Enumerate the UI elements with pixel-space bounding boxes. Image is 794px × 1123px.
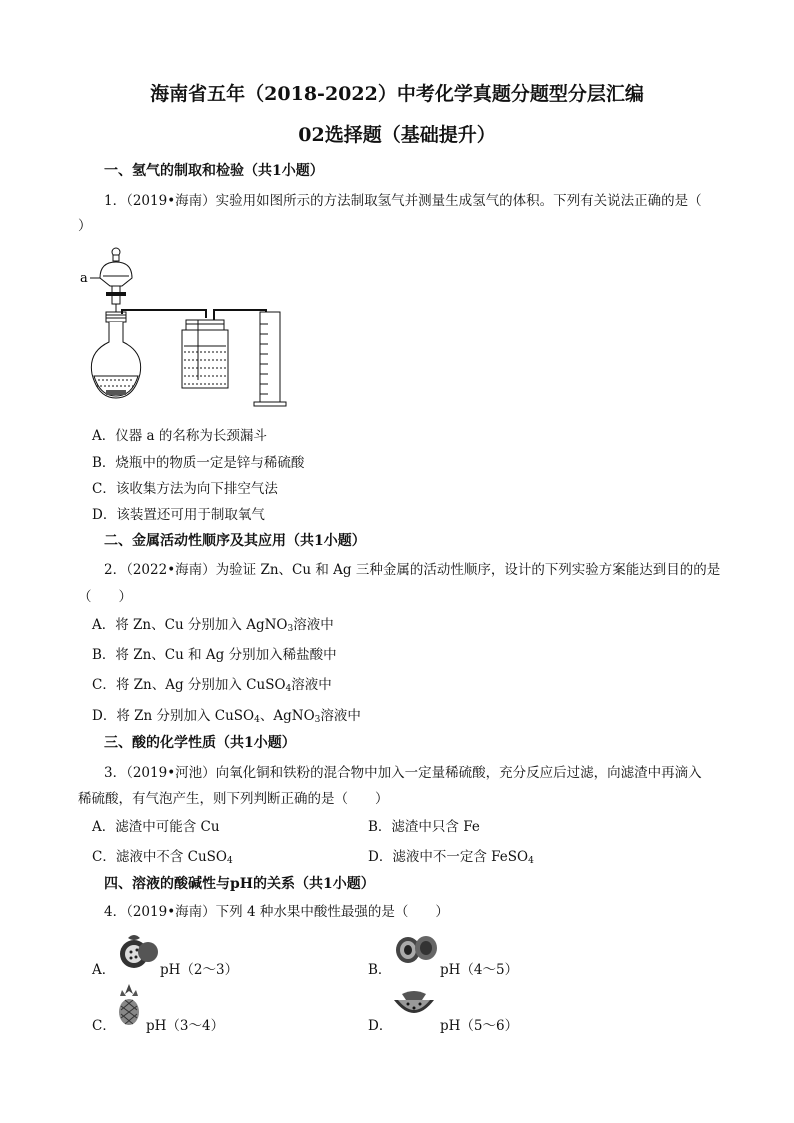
- question-3-text: 3．（2019•河池）向氧化铜和铁粉的混合物中加入一定量稀硫酸，充分反应后过滤，向滤渣中再滴入: [104, 765, 702, 781]
- question-1-option-d: D．该装置还可用于制取氧气: [92, 507, 265, 523]
- question-1-text-cont: ）: [78, 218, 92, 234]
- question-2-text-cont: （ ）: [78, 589, 132, 605]
- apparatus-figure: [78, 240, 298, 410]
- apparatus-diagram: [78, 240, 298, 410]
- question-2-text: 2．（2022•海南）为验证 Zn、Cu 和 Ag 三种金属的活动性顺序，设计的下列实验方案能达到目的的是: [104, 562, 721, 578]
- question-3-option-d: D．滤液中不一定含 FeSO$_4$: [368, 849, 534, 866]
- label-a: a: [80, 271, 88, 286]
- question-2-option-d: D．将 Zn 分别加入 CuSO$_4$、AgNO$_3$溶液中: [92, 708, 361, 725]
- question-4-text: 4．（2019•海南）下列 4 种水果中酸性最强的是（ ）: [104, 904, 449, 920]
- question-4-option-a-letter: A．: [92, 962, 116, 978]
- section-2-heading: 二、金属活动性顺序及其应用（共1小题）: [104, 533, 366, 549]
- question-4-option-c-letter: C．: [92, 1018, 116, 1034]
- document-subtitle: 02选择题（基础提升）: [298, 124, 496, 146]
- question-2-option-b: B．将 Zn、Cu 和 Ag 分别加入稀盐酸中: [92, 647, 337, 663]
- question-2-option-a: A．将 Zn、Cu 分别加入 AgNO$_3$溶液中: [92, 617, 334, 634]
- document-title: 海南省五年（2018-2022）中考化学真题分题型分层汇编: [150, 83, 644, 105]
- question-4-option-d-letter: D．: [368, 1018, 393, 1034]
- question-1-option-a: A．仪器 a 的名称为长颈漏斗: [92, 428, 267, 444]
- question-1-option-c: C．该收集方法为向下排空气法: [92, 481, 278, 497]
- question-4-option-c-ph: pH（3～4）: [146, 1018, 225, 1034]
- question-1-text: 1．（2019•海南）实验用如图所示的方法制取氢气并测量生成氢气的体积。下列有关说法正确的是（: [104, 193, 702, 209]
- question-1-option-b: B．烧瓶中的物质一定是锌与稀硫酸: [92, 455, 305, 471]
- question-4-option-a-ph: pH（2～3）: [160, 962, 239, 978]
- section-1-heading: 一、氢气的制取和检验（共1小题）: [104, 163, 324, 179]
- watermelon-icon: [392, 990, 436, 1026]
- question-3-text-cont: 稀硫酸，有气泡产生，则下列判断正确的是（ ）: [78, 791, 389, 807]
- papaya-icon: [394, 932, 438, 970]
- question-4-option-b-letter: B．: [368, 962, 392, 978]
- question-3-option-a: A．滤渣中可能含 Cu: [92, 819, 220, 835]
- question-2-option-c: C．将 Zn、Ag 分别加入 CuSO$_4$溶液中: [92, 677, 332, 694]
- pineapple-icon: [116, 984, 142, 1030]
- question-3-option-b: B．滤渣中只含 Fe: [368, 819, 480, 835]
- passion-fruit-icon: [116, 930, 160, 978]
- question-4-option-b-ph: pH（4～5）: [440, 962, 519, 978]
- section-4-heading: 四、溶液的酸碱性与pH的关系（共1小题）: [104, 876, 375, 892]
- question-3-option-c: C．滤液中不含 CuSO$_4$: [92, 849, 233, 866]
- question-4-option-d-ph: pH（5～6）: [440, 1018, 519, 1034]
- section-3-heading: 三、酸的化学性质（共1小题）: [104, 735, 296, 751]
